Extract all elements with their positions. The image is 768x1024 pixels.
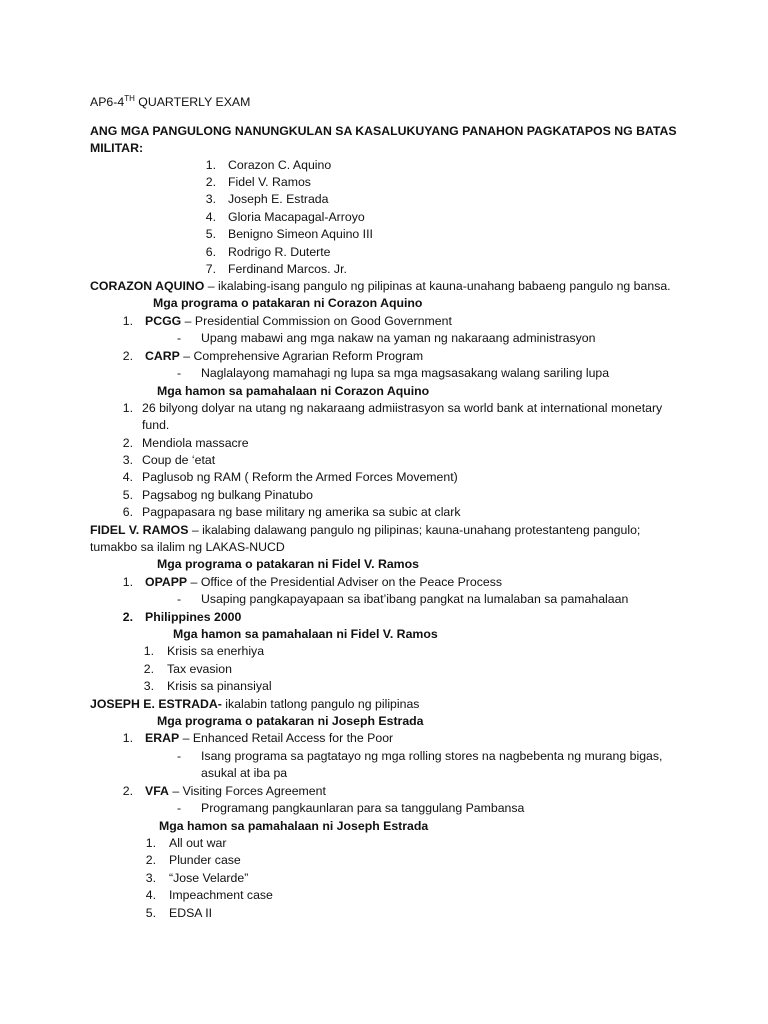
aquino-program-item: 2. CARP – Comprehensive Agrarian Reform Program (122, 349, 424, 363)
ramos-description: – ikalabing dalawang pangulo ng pilipinas; kauna-unahang protestanteng pangulo; (188, 523, 641, 537)
aquino-challenge-item: 6. Pagpapasara ng base military ng amerika sa subic at clark (122, 505, 461, 519)
estrada-description: ikalabin tatlong pangulo ng pilipinas (221, 697, 420, 711)
president-list-item: 5. Benigno Simeon Aquino III (205, 227, 373, 241)
estrada-program-subitem: - Isang programa sa pagtatayo ng mga rolling stores na nagbebenta ng murang bigas, (177, 749, 663, 763)
aquino-intro (90, 278, 671, 295)
aquino-challenge-item: 1. 26 bilyong dolyar na utang ng nakaraang admiistrasyon sa world bank at international monetary (122, 401, 663, 415)
estrada-programs-title: Mga programa o patakaran ni Joseph Estrada (157, 714, 424, 728)
exam-title-text: QUARTERLY EXAM (134, 95, 251, 109)
estrada-program-item: 2. VFA – Visiting Forces Agreement (122, 784, 326, 798)
estrada-challenge-item: 3. “Jose Velarde” (145, 871, 249, 885)
aquino-program-subitem: - Upang mabawi ang mga nakaw na yaman ng nakaraang administrasyon (177, 331, 596, 345)
estrada-program-subitem: - Programang pangkaunlaran para sa tanggulang Pambansa (177, 801, 525, 815)
estrada-challenge-item: 1. All out war (145, 836, 227, 850)
aquino-name: CORAZON AQUINO (90, 279, 205, 293)
exam-code-superscript: TH (124, 94, 135, 103)
main-heading-line-1: ANG MGA PANGULONG NANUNGKULAN SA KASALUKUYANG PANAHON PAGKATAPOS NG BATAS (90, 124, 677, 138)
ramos-programs-title: Mga programa o patakaran ni Fidel V. Ramos (157, 557, 419, 571)
aquino-challenge-item: 4. Paglusob ng RAM ( Reform the Armed Forces Movement) (122, 470, 458, 484)
estrada-program-item: 1. ERAP – Enhanced Retail Access for the Poor (122, 731, 394, 745)
president-list-item: 2. Fidel V. Ramos (205, 175, 311, 189)
aquino-challenge-item: 3. Coup de ‘etat (122, 453, 216, 467)
president-list-item: 1. Corazon C. Aquino (205, 158, 332, 172)
exam-code: AP6-4 (90, 95, 125, 109)
ramos-intro (90, 522, 640, 539)
estrada-challenge-item: 5. EDSA II (145, 906, 213, 920)
estrada-challenges-title: Mga hamon sa pamahalaan ni Joseph Estrada (159, 819, 429, 833)
president-list-item: 3. Joseph E. Estrada (205, 192, 329, 206)
ramos-program-subitem: - Usaping pangkapayapaan sa ibat’ibang pangkat na lumalaban sa pamahalaan (177, 592, 629, 606)
estrada-intro (90, 696, 419, 713)
ramos-intro-continued: tumakbo sa ilalim ng LAKAS-NUCD (90, 540, 285, 554)
aquino-challenge-item: 5. Pagsabog ng bulkang Pinatubo (122, 488, 313, 502)
aquino-description: – ikalabing-isang pangulo ng pilipinas at kauna-unahang babaeng pangulo ng bansa. (204, 279, 671, 293)
aquino-program-item: 1. PCGG – Presidential Commission on Good Government (122, 314, 452, 328)
aquino-challenges-title: Mga hamon sa pamahalaan ni Corazon Aquino (157, 384, 430, 398)
estrada-program-subitem-continued: asukal at iba pa (201, 766, 288, 780)
estrada-challenge-item: 2. Plunder case (145, 853, 241, 867)
aquino-challenge-item: 2. Mendiola massacre (122, 436, 249, 450)
exam-title (90, 94, 250, 111)
president-list-item: 7. Ferdinand Marcos. Jr. (205, 262, 347, 276)
aquino-programs-title: Mga programa o patakaran ni Corazon Aquino (153, 296, 423, 310)
aquino-challenge-item-continued: fund. (142, 418, 170, 432)
estrada-challenge-item: 4. Impeachment case (145, 888, 273, 902)
estrada-name: JOSEPH E. ESTRADA- (90, 697, 222, 711)
ramos-challenge-item: 3. Krisis sa pinansiyal (143, 679, 272, 693)
ramos-challenges-title: Mga hamon sa pamahalaan ni Fidel V. Ramos (173, 627, 438, 641)
ramos-challenge-item: 1. Krisis sa enerhiya (143, 644, 265, 658)
ramos-program-item: 2. Philippines 2000 (122, 610, 242, 624)
aquino-program-subitem: - Naglalayong mamahagi ng lupa sa mga magsasakang walang sariling lupa (177, 366, 610, 380)
ramos-program-item: 1. OPAPP – Office of the Presidential Adviser on the Peace Process (122, 575, 503, 589)
ramos-name: FIDEL V. RAMOS (90, 523, 189, 537)
ramos-challenge-item: 2. Tax evasion (143, 662, 232, 676)
president-list-item: 4. Gloria Macapagal-Arroyo (205, 210, 365, 224)
president-list-item: 6. Rodrigo R. Duterte (205, 245, 331, 259)
main-heading-line-2: MILITAR: (90, 141, 144, 155)
